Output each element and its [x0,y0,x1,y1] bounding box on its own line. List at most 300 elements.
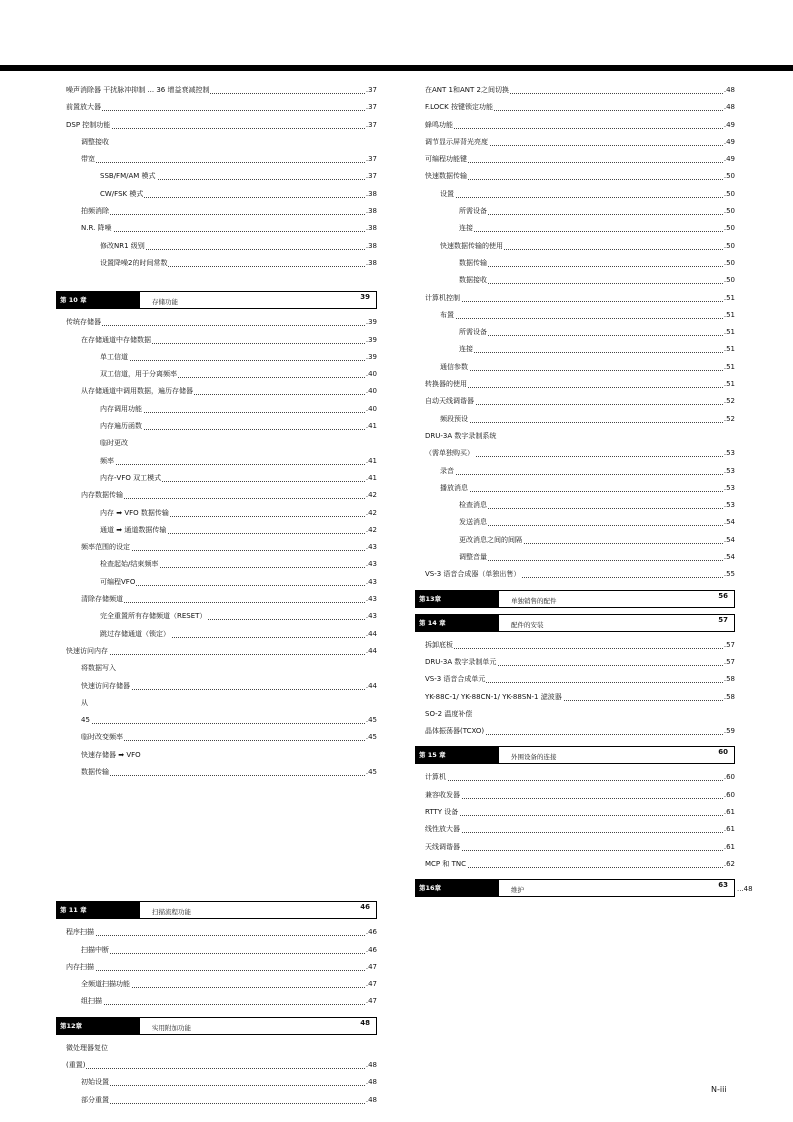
leader-dots [425,850,735,851]
toc-entry-page: .41 [365,470,377,487]
toc-entry-page: .44 [365,626,377,643]
chapter-heading [415,746,735,764]
toc-entry-page: .47 [365,976,377,993]
toc-entry-title: 从存储通道中调用数据，遍历存储器 [81,387,193,396]
toc-entry[interactable] [425,549,735,566]
leader-dots [440,197,735,198]
stray-page-ref: ...48 [737,885,753,893]
toc-entry-page: .52 [723,411,735,428]
toc-entry[interactable] [425,186,735,203]
toc-entry-page: .41 [365,453,377,470]
toc-entry[interactable] [425,272,735,289]
toc-entry-page: .50 [723,255,735,272]
toc-entry-title: 设置降噪2的时间常数 [100,258,168,267]
leader-dots [459,352,735,353]
toc-entry-title: 计算机 [425,773,446,782]
toc-entry[interactable] [425,497,735,514]
leader-dots [425,179,735,180]
toc-entry-page: .44 [365,643,377,660]
toc-entry-title: DRU-3A 数字录制系统 [425,431,497,440]
toc-entry[interactable] [66,117,377,134]
leader-dots [66,654,377,655]
toc-entry-title: F.LOCK 按键锁定功能 [425,103,493,112]
toc-entry[interactable] [66,349,377,366]
chapter-number: 第 11 章 [57,902,140,918]
toc-entry-title: N.R. 降噪 [81,224,112,233]
toc-entry-title: 所需设备 [459,207,487,216]
leader-dots [459,335,735,336]
toc-entry-page: .51 [723,359,735,376]
toc-entry-page: .37 [365,82,377,99]
toc-entry-page: .57 [723,654,735,671]
toc-entry-title: 跳过存储通道（锁定） [100,629,170,638]
toc-entry-page: .54 [723,514,735,531]
toc-entry-title: 录音 [440,466,454,475]
toc-entry-page: .61 [723,839,735,856]
leader-dots [100,585,377,586]
toc-entry[interactable] [425,804,735,821]
toc-entry-page: .50 [723,203,735,220]
toc-entry[interactable] [425,341,735,358]
toc-entry-title: 通道 ➡ 通道数据传输 [100,525,167,534]
toc-entry-page: .53 [723,463,735,480]
chapter-number: 第 15 章 [416,747,499,763]
toc-entry[interactable] [425,255,735,272]
toc-entry-title: 数据传输 [459,258,487,267]
toc-entry-title: 单工信道 [100,352,128,361]
toc-entry[interactable] [425,203,735,220]
toc-entry[interactable] [425,654,735,671]
leader-dots [459,231,735,232]
toc-entry-page: .54 [723,532,735,549]
toc-entry-page: .37 [365,99,377,116]
leader-dots [81,498,377,499]
toc-entry-page: .47 [365,959,377,976]
toc-section [419,590,735,608]
leader-dots [66,128,377,129]
toc-entry-title: 频率 [100,456,114,465]
toc-entry[interactable] [425,671,735,688]
toc-entry-title: 检查消息 [459,501,487,510]
toc-entry[interactable] [425,290,735,307]
toc-entry[interactable] [66,134,377,151]
toc-entry-title: 内存扫描 [66,962,94,971]
chapter-page: 63 [718,881,728,890]
toc-entry-page: .49 [723,151,735,168]
toc-section [425,82,735,584]
toc-entry[interactable] [425,411,735,428]
toc-entry-title: SO-2 温度补偿 [425,709,473,718]
toc-section [419,746,735,873]
toc-entry[interactable] [425,787,735,804]
toc-entry-page: .43 [365,556,377,573]
toc-entry-title: 布置 [440,310,454,319]
chapter-number: 第 10 章 [57,292,140,308]
toc-entry[interactable] [425,821,735,838]
chapter-page: 39 [360,293,370,302]
toc-entry[interactable] [425,445,735,462]
chapter-title: 实用附加功能 [152,1023,191,1032]
toc-section [60,1017,377,1109]
toc-entry[interactable] [425,856,735,873]
toc-entry-page: .42 [365,487,377,504]
toc-entry-title: 扫描中断 [81,945,109,954]
toc-entry-page: .40 [365,401,377,418]
toc-entry-title: 所需设备 [459,328,487,337]
leader-dots [81,723,377,724]
toc-entry[interactable] [66,660,377,677]
toc-entry[interactable] [425,307,735,324]
toc-entry[interactable] [66,1057,377,1074]
toc-entry-title: 45 [81,716,90,725]
toc-entry[interactable] [425,324,735,341]
leader-dots [81,1085,377,1086]
toc-entry-title: 内存 ➡ VFO 数据传输 [100,508,169,517]
leader-dots [425,387,735,388]
toc-entry[interactable] [66,314,377,331]
toc-entry-title: 调整音量 [459,553,487,562]
toc-entry[interactable] [66,401,377,418]
toc-entry-title: 完全重置所有存储频道（RESET） [100,612,207,621]
toc-entry[interactable] [66,643,377,660]
toc-entry-title: 内存调用功能 [100,404,142,413]
toc-entry[interactable] [66,418,377,435]
toc-entry-page: .48 [723,99,735,116]
chapter-title: 外围设备的连接 [511,753,557,762]
toc-entry[interactable] [66,168,377,185]
toc-entry-title: 天线调谐器 [425,842,460,851]
toc-entry-title: 从 [81,698,88,707]
toc-entry-page: .45 [365,764,377,781]
toc-entry[interactable] [425,168,735,185]
toc-entry-page: .58 [723,689,735,706]
toc-entry-title: 传统存储器 [66,318,101,327]
header-rule [0,65,793,71]
toc-entry[interactable] [425,393,735,410]
toc-entry-title: MCP 和 TNC [425,859,466,868]
toc-entry[interactable] [66,1040,377,1057]
toc-entry[interactable] [425,238,735,255]
toc-entry[interactable] [66,151,377,168]
toc-entry-page: .44 [365,678,377,695]
toc-section [419,614,735,741]
toc-entry-page: .46 [365,942,377,959]
toc-entry[interactable] [425,637,735,654]
toc-entry-title: 内存数据传输 [81,491,123,500]
leader-dots [425,815,735,816]
toc-entry-title: 在ANT 1和ANT 2之间切换 [425,86,509,94]
chapter-title: 存储功能 [152,298,178,307]
toc-entry-title: 全频道扫描功能 [81,980,130,989]
toc-entry-page: .60 [723,769,735,786]
toc-entry-title: 转换器的使用 [425,380,467,389]
toc-entry[interactable] [66,1092,377,1109]
leader-dots [81,1103,377,1104]
toc-entry[interactable] [66,678,377,695]
toc-entry-page: .57 [723,637,735,654]
toc-entry-title: CW/FSK 模式 [100,189,144,198]
toc-entry-title: DSP 控制功能 [66,120,111,129]
toc-entry-page: .43 [365,574,377,591]
toc-entry[interactable] [66,220,377,237]
toc-entry[interactable] [66,487,377,504]
chapter-heading [56,291,377,309]
toc-entry-title: 连接 [459,345,473,354]
toc-entry-page: .47 [365,993,377,1010]
toc-entry-title: VS-3 语音合成器（单独出售） [425,570,521,579]
toc-entry-title: (重置) [66,1061,86,1070]
toc-entry-page: .42 [365,522,377,539]
chapter-title: 扫描流程功能 [152,908,191,917]
chapter-page: 57 [718,615,728,624]
leader-dots [425,832,735,833]
leader-dots [100,464,377,465]
toc-entry[interactable] [66,383,377,400]
toc-entry[interactable] [66,556,377,573]
toc-entry-title: 程序扫描 [66,928,94,937]
toc-entry-page: .42 [365,505,377,522]
toc-entry-page: .43 [365,539,377,556]
toc-entry-title: 播放消息 [440,483,468,492]
toc-entry-title: 数据传输 [81,767,109,776]
chapter-page: 56 [718,591,728,600]
chapter-heading [415,614,735,632]
leader-dots [100,360,377,361]
toc-entry[interactable] [66,453,377,470]
toc-entry[interactable] [425,689,735,706]
toc-entry-page: .51 [723,290,735,307]
toc-entry[interactable] [66,976,377,993]
leader-dots [425,128,735,129]
toc-entry[interactable] [425,463,735,480]
toc-entry-title: 前置放大器 [66,103,101,112]
toc-entry[interactable] [425,134,735,151]
toc-section [60,291,377,781]
leader-dots [66,1068,377,1069]
toc-entry[interactable] [66,924,377,941]
toc-entry[interactable] [66,1074,377,1091]
chapter-title: 维护 [511,886,524,895]
toc-entry-page: .50 [723,220,735,237]
toc-entry[interactable] [66,959,377,976]
toc-entry-title: 快速存储器 ➡ VFO [81,750,141,759]
toc-entry[interactable] [66,82,377,99]
toc-entry-page: .50 [723,272,735,289]
leader-dots [440,474,735,475]
chapter-heading [56,901,377,919]
chapter-heading [415,879,735,897]
toc-entry[interactable] [66,747,377,764]
toc-entry[interactable] [66,712,377,729]
toc-entry-page: .39 [365,314,377,331]
toc-entry[interactable] [425,151,735,168]
toc-entry-page: .39 [365,349,377,366]
toc-entry[interactable] [66,470,377,487]
toc-entry-page: .48 [365,1092,377,1109]
chapter-heading [415,590,735,608]
toc-entry-title: 快速访问内存 [66,646,108,655]
toc-entry-title: 蜂鸣功能 [425,120,453,129]
leader-dots [440,491,735,492]
toc-entry-title: 内存遍历函数 [100,422,142,431]
toc-entry-page: .58 [723,671,735,688]
leader-dots [66,970,377,971]
chapter-number: 第12章 [57,1018,140,1034]
toc-entry[interactable] [66,332,377,349]
leader-dots [440,370,735,371]
toc-entry-title: 连接 [459,224,473,233]
toc-entry[interactable] [425,566,735,583]
toc-entry-title: 通信参数 [440,362,468,371]
toc-entry-title: SSB/FM/AM 模式 [100,172,156,181]
toc-entry-title: 设置 [440,189,454,198]
leader-dots [66,935,377,936]
toc-entry-title: 计算机控制 [425,293,460,302]
toc-entry[interactable] [425,839,735,856]
toc-entry-page: .50 [723,168,735,185]
leader-dots [81,953,377,954]
toc-entry[interactable] [66,522,377,539]
chapter-number: 第13章 [416,591,499,607]
toc-entry-page: .46 [365,924,377,941]
toc-entry[interactable] [425,376,735,393]
toc-entry[interactable] [66,255,377,272]
toc-entry[interactable] [425,359,735,376]
toc-entry-page: .37 [365,151,377,168]
toc-entry[interactable] [66,186,377,203]
toc-entry-title: 清除存储频道 [81,595,123,604]
leader-dots [459,266,735,267]
toc-entry[interactable] [66,539,377,556]
toc-entry[interactable] [425,769,735,786]
toc-entry[interactable] [66,695,377,712]
toc-entry[interactable] [66,626,377,643]
toc-entry-title: 频段预设 [440,414,468,423]
toc-section [419,879,735,897]
toc-entry-title: 在存储通道中存储数据 [81,335,151,344]
toc-entry[interactable] [425,532,735,549]
toc-entry[interactable] [425,220,735,237]
toc-entry-title: 微处理器复位 [66,1043,108,1052]
leader-dots [425,162,735,163]
toc-entry[interactable] [66,764,377,781]
toc-entry[interactable] [66,435,377,452]
leader-dots [425,798,735,799]
toc-entry[interactable] [66,942,377,959]
toc-entry[interactable] [425,723,735,740]
leader-dots [440,422,735,423]
chapter-page: 46 [360,903,370,912]
leader-dots [81,1004,377,1005]
toc-entry-page: .54 [723,549,735,566]
toc-entry-title: 调整接收 [81,137,109,146]
toc-entry[interactable] [425,480,735,497]
toc-entry-title: VS-3 语音合成单元 [425,675,486,684]
chapter-title: 单独销售的配件 [511,596,557,605]
toc-section [66,82,377,272]
toc-entry-page: .45 [365,729,377,746]
toc-entry-page: .61 [723,804,735,821]
toc-entry[interactable] [425,99,735,116]
toc-entry-page: .52 [723,393,735,410]
toc-entry-page: .48 [723,82,735,99]
toc-entry[interactable] [66,993,377,1010]
toc-entry-title: 临时更改 [100,439,128,448]
toc-entry[interactable] [66,366,377,383]
toc-entry[interactable] [66,729,377,746]
toc-entry[interactable] [425,117,735,134]
toc-entry-title: 可编程VFO [100,577,136,586]
leader-dots [66,110,377,111]
leader-dots [81,162,377,163]
leader-dots [459,214,735,215]
toc-entry-title: 初始设置 [81,1078,109,1087]
leader-dots [425,648,735,649]
toc-entry-title: 将数据写入 [81,664,116,673]
toc-right-column [419,82,735,902]
toc-entry-page: .43 [365,591,377,608]
toc-entry[interactable] [66,608,377,625]
toc-entry-page: .53 [723,497,735,514]
toc-entry-title: 快速数据传输的使用 [440,241,503,250]
toc-entry-title: 晶体振荡器(TCXO) [425,727,485,736]
toc-entry[interactable] [425,82,735,99]
toc-entry-title: 线性放大器 [425,825,460,834]
leader-dots [81,775,377,776]
toc-entry-page: .39 [365,332,377,349]
toc-entry-page: .55 [723,566,735,583]
toc-entry-page: .37 [365,168,377,185]
toc-entry-title: 发送消息 [459,518,487,527]
toc-entry[interactable] [66,574,377,591]
toc-entry-page: .49 [723,117,735,134]
page-number: N-iii [711,1085,727,1094]
toc-entry-title: 可编程功能键 [425,155,467,164]
toc-entry-page: .38 [365,238,377,255]
leader-dots [81,740,377,741]
toc-entry-title: 临时改变频率 [81,733,123,742]
toc-entry-page: .48 [365,1074,377,1091]
toc-entry[interactable] [425,428,735,445]
toc-entry-title: 部分重置 [81,1095,109,1104]
toc-entry[interactable] [66,203,377,220]
toc-entry-title: 兼容收发器 [425,790,460,799]
toc-entry[interactable] [66,99,377,116]
toc-entry-title: 频率范围的设定 [81,543,130,552]
toc-entry[interactable] [66,238,377,255]
toc-entry-page: .49 [723,134,735,151]
leader-dots [81,602,377,603]
toc-entry[interactable] [66,505,377,522]
toc-entry[interactable] [425,514,735,531]
leader-dots [425,301,735,302]
chapter-number: 第 14 章 [416,615,499,631]
leader-dots [425,867,735,868]
leader-dots [440,318,735,319]
chapter-title: 配件的安装 [511,620,544,629]
toc-entry[interactable] [66,591,377,608]
toc-entry-title: 修改NR1 级别 [100,241,145,250]
toc-entry-page: .48 [365,1057,377,1074]
chapter-heading [56,1017,377,1035]
toc-entry[interactable] [425,706,735,723]
chapter-page: 48 [360,1018,370,1027]
toc-entry-title: 内存-VFO 双工模式 [100,473,162,482]
toc-entry-title: YK-88C-1/ YK-88CN-1/ YK-88SN-1 滤波器 [425,692,562,701]
chapter-page: 60 [718,748,728,757]
toc-entry-page: .51 [723,376,735,393]
toc-entry-page: .62 [723,856,735,873]
